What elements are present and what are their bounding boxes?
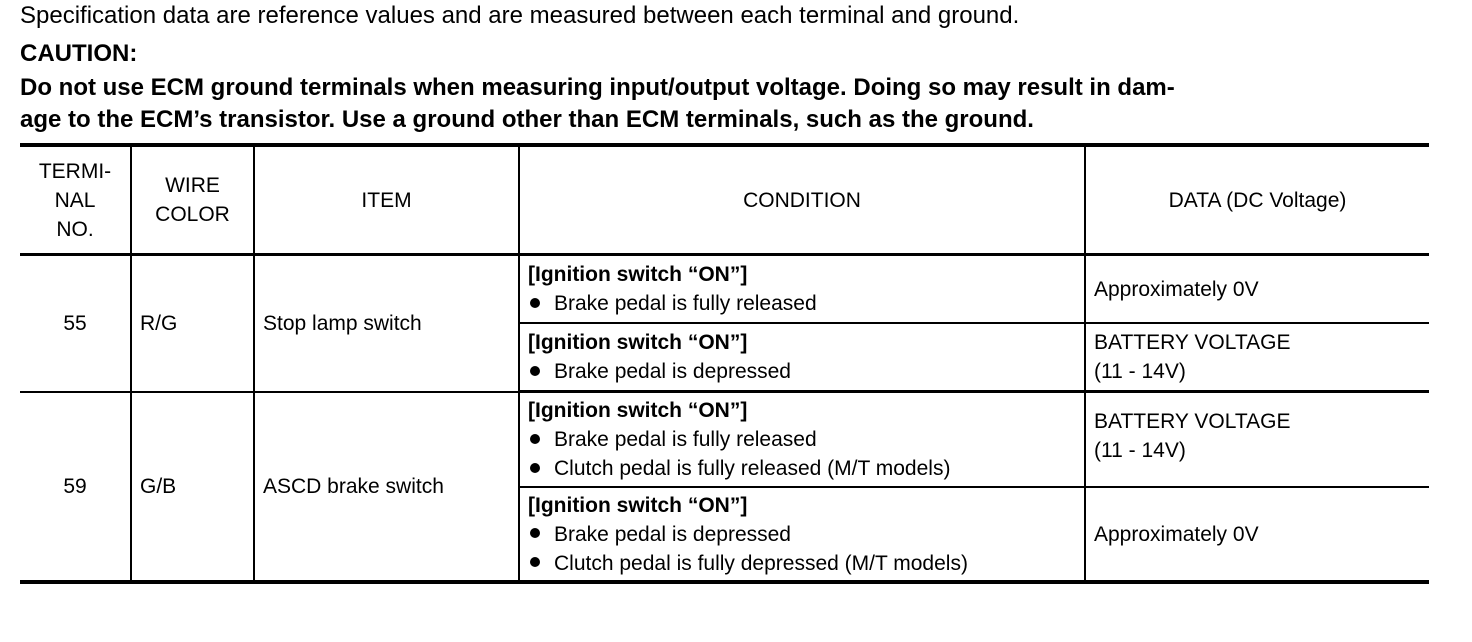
data-cell: BATTERY VOLTAGE (11 - 14V) bbox=[1085, 323, 1429, 392]
terminal-no-cell: 59 bbox=[20, 392, 131, 583]
wire-color-cell: R/G bbox=[131, 255, 254, 392]
caution-line-2: age to the ECM’s transistor. Use a ground other than ECM terminals, such as the ground. bbox=[20, 106, 1034, 133]
condition-cell bbox=[519, 323, 1085, 392]
caution-line-1: Do not use ECM ground terminals when measuring input/output voltage. Doing so may result in dam- bbox=[20, 74, 1175, 101]
condition-bullet: Brake pedal is fully released bbox=[528, 425, 1076, 454]
caution-title: CAUTION: bbox=[20, 40, 138, 67]
condition-cell bbox=[519, 392, 1085, 488]
caution-body bbox=[20, 72, 1460, 136]
wire-color-cell: G/B bbox=[131, 392, 254, 583]
table-row bbox=[20, 255, 1429, 324]
data-cell: Approximately 0V bbox=[1094, 522, 1259, 546]
condition-cell bbox=[519, 255, 1085, 324]
intro-text: Specification data are reference values and are measured between each terminal and ground. bbox=[20, 2, 1020, 29]
header-condition: CONDITION bbox=[519, 145, 1085, 255]
condition-title: [Ignition switch “ON”] bbox=[528, 399, 748, 422]
condition-bullet: Brake pedal is depressed bbox=[528, 520, 1076, 549]
table-row bbox=[20, 392, 1429, 488]
condition-cell bbox=[519, 487, 1085, 582]
condition-title: [Ignition switch “ON”] bbox=[528, 493, 748, 517]
header-row bbox=[20, 145, 1429, 255]
item-cell: Stop lamp switch bbox=[254, 255, 519, 392]
condition-bullet: Clutch pedal is fully depressed (M/T models) bbox=[528, 549, 1076, 578]
condition-bullet: Brake pedal is depressed bbox=[528, 357, 1076, 386]
item-cell: ASCD brake switch bbox=[254, 392, 519, 583]
header-wire-color: WIRE COLOR bbox=[131, 145, 254, 255]
terminal-no-cell: 55 bbox=[20, 255, 131, 392]
data-cell: BATTERY VOLTAGE (11 - 14V) bbox=[1085, 392, 1429, 488]
condition-title: [Ignition switch “ON”] bbox=[528, 331, 748, 354]
data-cell: Approximately 0V bbox=[1085, 255, 1429, 324]
condition-title: [Ignition switch “ON”] bbox=[528, 263, 748, 286]
header-data: DATA (DC Voltage) bbox=[1085, 145, 1429, 255]
header-item: ITEM bbox=[254, 145, 519, 255]
condition-bullet: Clutch pedal is fully released (M/T models) bbox=[528, 454, 1076, 483]
header-terminal-no: TERMI- NAL NO. bbox=[20, 145, 131, 255]
terminal-spec-table bbox=[20, 143, 1429, 584]
condition-bullet: Brake pedal is fully released bbox=[528, 289, 1076, 318]
